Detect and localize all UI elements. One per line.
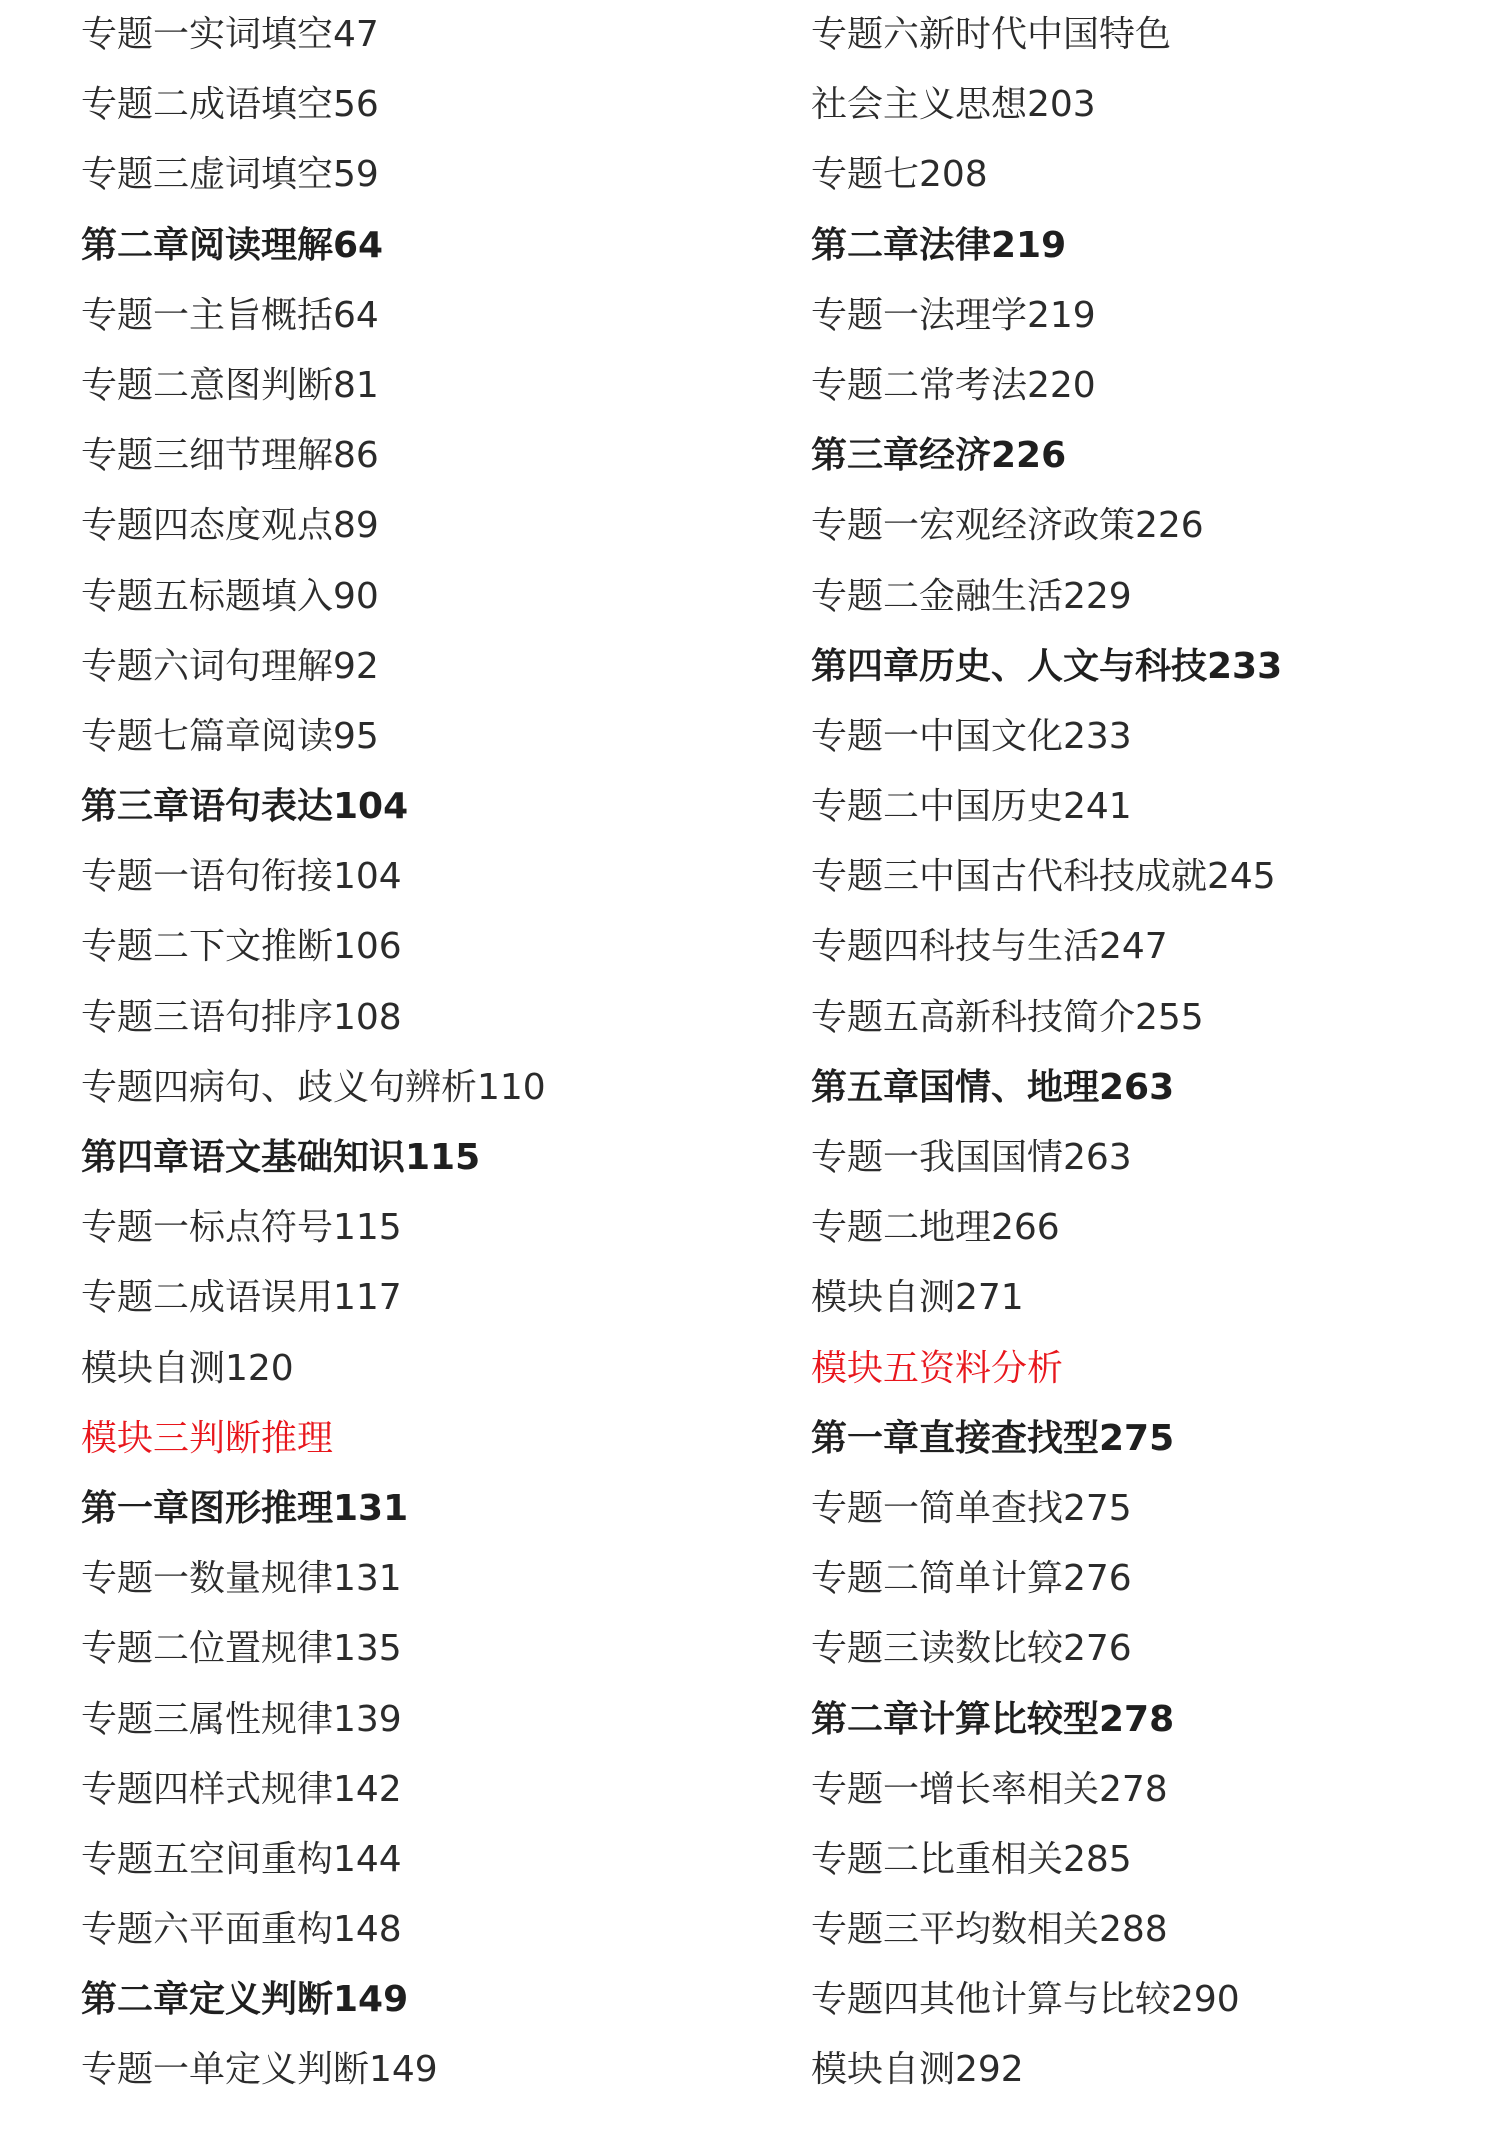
toc-chapter-heading: 第一章直接查找型275 <box>811 1417 1175 1459</box>
toc-chapter-heading: 第三章经济226 <box>811 435 1067 477</box>
toc-topic-entry: 专题四病句、歧义句辨析110 <box>81 1066 546 1108</box>
toc-topic-entry: 模块自测292 <box>811 2049 1024 2091</box>
toc-topic-entry: 专题三属性规律139 <box>81 1698 402 1740</box>
toc-topic-entry: 专题二下文推断106 <box>81 926 402 968</box>
toc-topic-entry: 专题六词句理解92 <box>81 645 379 687</box>
toc-topic-entry: 专题四其他计算与比较290 <box>811 1979 1240 2021</box>
toc-chapter-heading: 第二章法律219 <box>811 224 1067 266</box>
toc-topic-entry: 专题三中国古代科技成就245 <box>811 856 1276 898</box>
toc-topic-entry: 专题七篇章阅读95 <box>81 715 379 757</box>
toc-topic-entry: 专题二位置规律135 <box>81 1628 402 1670</box>
toc-chapter-heading: 第二章阅读理解64 <box>81 224 384 266</box>
toc-right-column <box>811 0 1282 2106</box>
toc-topic-entry: 专题二金融生活229 <box>811 575 1132 617</box>
toc-topic-entry: 专题五空间重构144 <box>81 1838 402 1880</box>
toc-topic-entry: 社会主义思想203 <box>811 84 1096 126</box>
toc-topic-entry: 专题一单定义判断149 <box>81 2049 438 2091</box>
toc-chapter-heading: 第五章国情、地理263 <box>811 1066 1175 1108</box>
toc-topic-entry: 专题二简单计算276 <box>811 1558 1132 1600</box>
toc-topic-entry: 专题二地理266 <box>811 1207 1060 1249</box>
toc-topic-entry: 专题一主旨概括64 <box>81 294 379 336</box>
toc-topic-entry: 专题六新时代中国特色 <box>811 14 1172 55</box>
toc-topic-entry: 专题三读数比较276 <box>811 1628 1132 1670</box>
toc-chapter-heading: 第二章定义判断149 <box>81 1979 409 2021</box>
toc-chapter-heading: 第四章语文基础知识115 <box>81 1137 481 1178</box>
toc-topic-entry: 专题二成语填空56 <box>81 84 379 126</box>
toc-module-heading: 模块三判断推理 <box>81 1417 334 1459</box>
toc-topic-entry: 专题四科技与生活247 <box>811 926 1168 968</box>
toc-topic-entry: 专题一我国国情263 <box>811 1137 1132 1178</box>
toc-topic-entry: 专题三虚词填空59 <box>81 154 379 196</box>
toc-topic-entry: 专题一语句衔接104 <box>81 856 402 898</box>
toc-chapter-heading: 第二章计算比较型278 <box>811 1698 1175 1740</box>
toc-topic-entry: 专题一简单查找275 <box>811 1487 1132 1529</box>
toc-topic-entry: 专题三语句排序108 <box>81 996 402 1038</box>
toc-topic-entry: 专题五高新科技简介255 <box>811 996 1204 1038</box>
toc-topic-entry: 专题六平面重构148 <box>81 1909 402 1951</box>
toc-topic-entry: 专题二常考法220 <box>811 364 1096 406</box>
toc-topic-entry: 模块自测120 <box>81 1347 294 1389</box>
toc-topic-entry: 专题二中国历史241 <box>811 786 1132 828</box>
toc-topic-entry: 专题一数量规律131 <box>81 1558 402 1600</box>
toc-topic-entry: 专题五标题填入90 <box>81 575 379 617</box>
toc-topic-entry: 专题一增长率相关278 <box>811 1768 1168 1810</box>
toc-topic-entry: 专题七208 <box>811 154 988 196</box>
toc-topic-entry: 专题四态度观点89 <box>81 505 379 547</box>
toc-topic-entry: 专题一宏观经济政策226 <box>811 505 1204 547</box>
toc-topic-entry: 模块自测271 <box>811 1277 1024 1319</box>
toc-topic-entry: 专题一中国文化233 <box>811 715 1132 757</box>
toc-topic-entry: 专题三平均数相关288 <box>811 1909 1168 1951</box>
toc-topic-entry: 专题三细节理解86 <box>81 435 379 477</box>
toc-topic-entry: 专题一法理学219 <box>811 294 1096 336</box>
toc-topic-entry: 专题二意图判断81 <box>81 364 379 406</box>
toc-topic-entry: 专题一标点符号115 <box>81 1207 402 1249</box>
toc-chapter-heading: 第一章图形推理131 <box>81 1487 409 1529</box>
toc-topic-entry: 专题四样式规律142 <box>81 1768 402 1810</box>
toc-chapter-heading: 第三章语句表达104 <box>81 786 409 828</box>
toc-topic-entry: 专题一实词填空47 <box>81 14 379 55</box>
toc-module-heading: 模块五资料分析 <box>811 1347 1064 1389</box>
toc-chapter-heading: 第四章历史、人文与科技233 <box>811 645 1283 687</box>
toc-topic-entry: 专题二成语误用117 <box>81 1277 402 1319</box>
toc-left-column <box>81 0 546 2106</box>
toc-topic-entry: 专题二比重相关285 <box>811 1838 1132 1880</box>
